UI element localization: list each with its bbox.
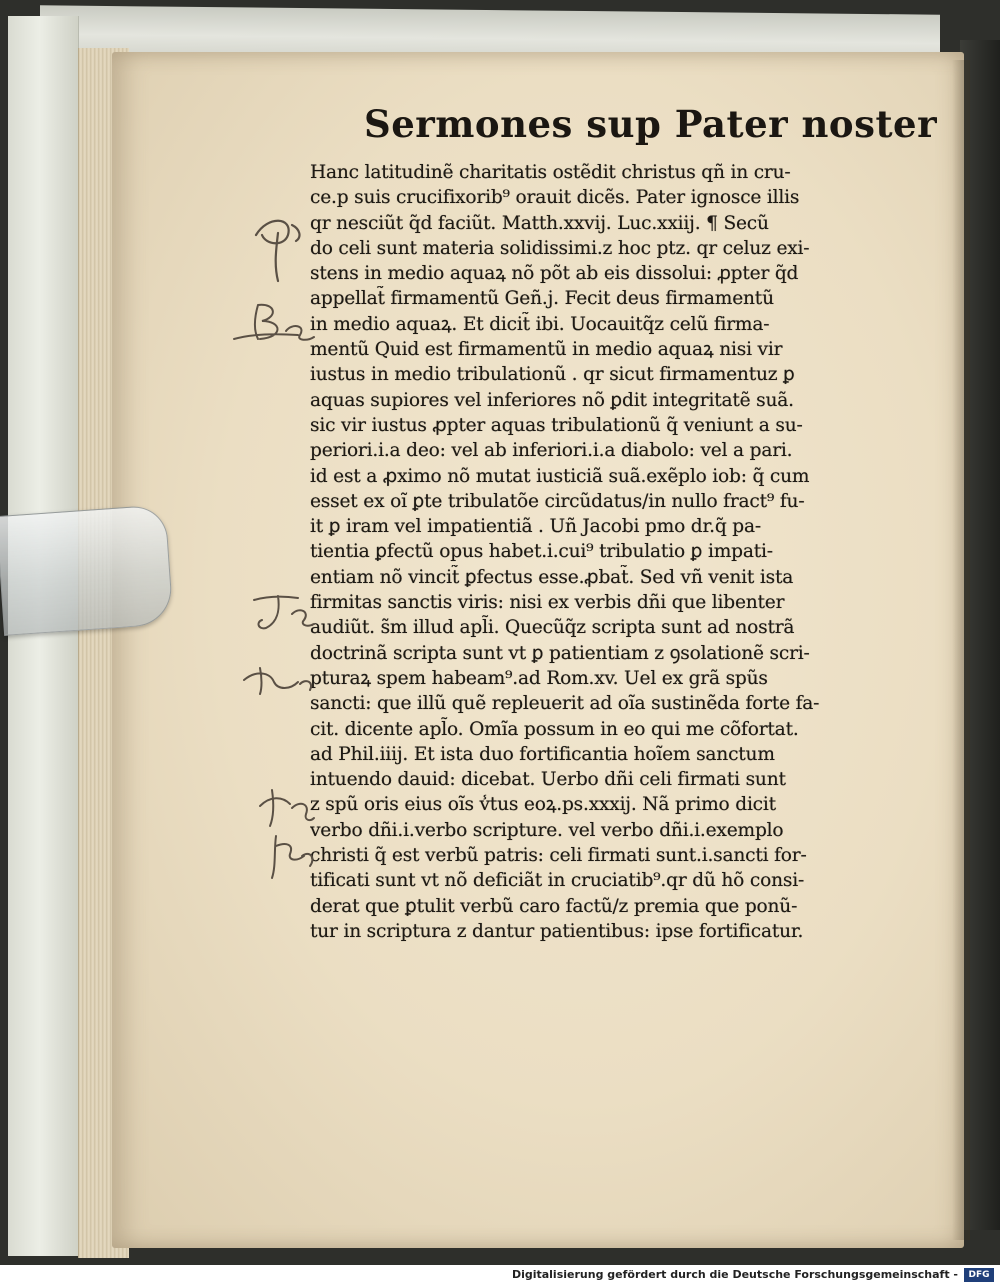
glass-clamp [0, 504, 174, 636]
text-line: firmitas sanctis viris: nisi ex verbis dñi que libenter [310, 592, 785, 614]
footer-bar [0, 1265, 1000, 1285]
text-line: qr nesciũt q̃d faciũt. Matth.xxvij. Luc.xxiij. ¶ Secũ [310, 212, 769, 234]
text-line: christi q̃ est verbũ patris: celi firmati sunt.i.sancti for- [310, 845, 807, 867]
text-line: tur in scriptura z dantur patientibus: ipse fortificatur. [310, 920, 804, 942]
text-line: Hanc latitudinẽ charitatis ostẽdit christus qñ in cru- [310, 162, 791, 183]
text-line: in medio aquaꝝ. Et dicit̃ ibi. Uocauitq̃z celũ firma- [310, 313, 770, 335]
text-line: tificati sunt vt nõ deficiãt in cruciatib⁹.qr dũ hõ consi- [310, 870, 805, 892]
text-line: entiam nõ vincit̃ ꝑfectus esse.ꝓbat̃. Sed vñ venit ista [310, 566, 794, 588]
text-line: id est a ꝓximo nõ mutat iusticiã suã.exẽplo iob: q̃ cum [310, 465, 810, 487]
gutter-shadow [952, 60, 970, 1240]
text-line: aquas supiores vel inferiores nõ ꝑdit integritatẽ suã. [310, 389, 794, 411]
text-line: z spũ oris eius oĩs v̾tus eoꝝ.ps.xxxij. Nã primo dicit [310, 794, 776, 816]
text-line: pturaꝝ spem habeam⁹.ad Rom.xv. Uel ex grã spũs [310, 667, 768, 689]
dfg-logo: DFG [964, 1268, 994, 1282]
text-line: mentũ Quid est firmamentũ in medio aquaꝝ nisi vir [310, 339, 783, 361]
text-column [310, 160, 910, 944]
margin-note-mark [240, 660, 318, 700]
text-line: audiũt. s̃m illud apl̃i. Quecũq̃z scripta sunt ad nostrã [310, 617, 795, 639]
text-line: stens in medio aquaꝝ nõ põt ab eis dissolui: ꝓpter q̃d [310, 263, 799, 285]
margin-note-mark [262, 826, 318, 882]
running-head: Sermones sup Pater noster [364, 102, 938, 146]
text-line: derat que ꝑtulit verbũ caro factũ/z premia que ponũ- [310, 895, 798, 917]
book-binding-left [8, 16, 79, 1256]
text-line: ad Phil.iiij. Et ista duo fortificantia hoĩem sanctum [310, 743, 775, 765]
text-line: esset ex oĩ ꝑte tribulatõe circũdatus/in nullo fract⁹ fu- [310, 490, 805, 512]
text-line: sancti: que illũ quẽ repleuerit ad oĩa sustinẽda forte fa- [310, 693, 820, 715]
margin-note-mark [252, 780, 318, 830]
text-line: iustus in medio tribulationũ . qr sicut firmamentuz ꝑ [310, 364, 795, 386]
text-line: verbo dñi.i.verbo scripture. vel verbo dñi.i.exemplo [310, 819, 784, 841]
text-line: it ꝑ iram vel impatientiã . Uñ Jacobi pmo dr.q̃ pa- [310, 516, 761, 538]
text-line: tientia ꝑfectũ opus habet.i.cui⁹ tribulatio ꝑ impati- [310, 541, 773, 563]
margin-note-mark [248, 578, 318, 634]
margin-note-mark [248, 205, 308, 285]
footer-credit: Digitalisierung gefördert durch die Deutsche Forschungsgemeinschaft - [511, 1268, 958, 1281]
text-line: doctrinã scripta sunt vt ꝑ patientiam z ꝯsolationẽ scri- [310, 642, 810, 664]
text-line: ce.p suis crucifixorib⁹ orauit dicẽs. Pater ignosce illis [310, 187, 800, 209]
margin-note-mark [228, 295, 318, 355]
text-line: intuendo dauid: dicebat. Uerbo dñi celi firmati sunt [310, 769, 786, 791]
text-line: do celi sunt materia solidissimi.z hoc ptz. qr celuz exi- [310, 237, 810, 259]
text-line: appellat̃ firmamentũ Geñ.j. Fecit deus firmamentũ [310, 288, 774, 310]
text-line: cit. dicente apl̃o. Omĩa possum in eo qui me cõfortat. [310, 718, 799, 740]
text-line: periori.i.a deo: vel ab inferiori.i.a diabolo: vel a pari. [310, 440, 793, 462]
text-line: sic vir iustus ꝓpter aquas tribulationũ q̃ veniunt a su- [310, 414, 803, 436]
